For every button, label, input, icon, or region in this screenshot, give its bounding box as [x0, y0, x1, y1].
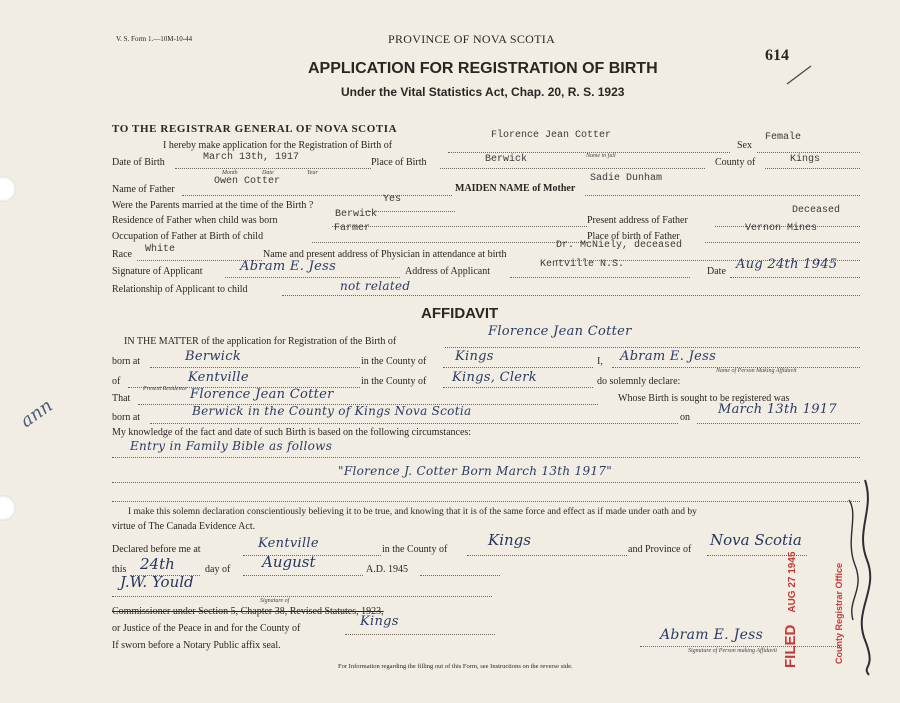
- registrar-line: TO THE REGISTRAR GENERAL OF NOVA SCOTIA: [112, 123, 398, 135]
- signature-label: Signature of Applicant: [112, 266, 203, 277]
- ad-label: A.D. 1945: [366, 564, 408, 575]
- name-hint: Name in full: [586, 153, 616, 159]
- born-at2-value: Berwick in the County of Kings Nova Scotia: [192, 404, 472, 418]
- present-label: Present address of Father: [587, 215, 688, 226]
- declared-label: Declared before me at: [112, 544, 201, 555]
- filed-stamp: [782, 552, 800, 669]
- ad-line: [420, 575, 500, 576]
- justice-line: [345, 634, 495, 635]
- sex-label: Sex: [737, 140, 752, 151]
- i-label: I,: [597, 356, 603, 367]
- of-county-label: in the County of: [361, 376, 427, 387]
- notary-label: If sworn before a Notary Public affix seal.: [112, 640, 281, 651]
- born-at-label: born at: [112, 356, 141, 367]
- occupation-value: Farmer: [334, 223, 371, 234]
- date-line: [730, 277, 860, 278]
- declare-label: do solemnly declare:: [597, 376, 681, 387]
- day-of-line: [243, 575, 363, 576]
- relationship-value: not related: [340, 279, 411, 293]
- father-birth-line: [705, 242, 860, 243]
- mother-value: Sadie Dunham: [590, 173, 663, 184]
- signature-line: [225, 277, 400, 278]
- residence-value: Berwick: [335, 209, 378, 220]
- margin-initials: ann: [16, 395, 57, 432]
- race-value: White: [145, 244, 176, 255]
- this-value: 24th: [140, 555, 175, 573]
- place-value: Berwick: [485, 154, 528, 165]
- province-label: and Province of: [628, 544, 692, 555]
- relationship-line: [282, 295, 860, 296]
- matter-line: [445, 347, 860, 348]
- that-value: Florence Jean Cotter: [190, 387, 334, 402]
- mother-line: [585, 195, 860, 196]
- married-line: [365, 211, 455, 212]
- commissioner-sig-line: [112, 596, 492, 597]
- father-birth-value: Vernon Mines: [745, 223, 818, 234]
- circumstance-line-1: [112, 457, 860, 458]
- address-label: Address of Applicant: [405, 266, 490, 277]
- born-county-value: Kings: [455, 349, 494, 364]
- father-line: [182, 195, 452, 196]
- matter-value: Florence Jean Cotter: [488, 324, 632, 339]
- form-code: V. S. Form 1.—10M-10-44: [116, 35, 193, 43]
- whose-label: Whose Birth is sought to be registered was: [618, 393, 790, 404]
- occupation-line: [312, 242, 587, 243]
- race-label: Race: [112, 249, 132, 260]
- county2-line: [467, 555, 627, 556]
- sex-value: Female: [765, 132, 802, 143]
- father-label: Name of Father: [112, 184, 175, 195]
- affiant-signature: Abram E. Jess: [660, 627, 764, 643]
- county2-label: in the County of: [382, 544, 448, 555]
- solemn-text-2: virtue of The Canada Evidence Act.: [112, 521, 256, 532]
- that-label: That: [112, 393, 131, 404]
- pencil-mark: [785, 62, 815, 88]
- physician-value: Dr. McNiely, deceased: [556, 240, 683, 251]
- day-of-value: August: [262, 553, 316, 571]
- relationship-label: Relationship of Applicant to child: [112, 284, 248, 295]
- document-number: 614: [765, 47, 789, 64]
- sex-line: [757, 152, 860, 153]
- form-subtitle: Under the Vital Statistics Act, Chap. 20, R. S. 1923: [341, 85, 625, 99]
- justice-value: Kings: [360, 614, 399, 629]
- solemn-text-1: I make this solemn declaration conscientiously believing it to be true, and knowing that it is of the same force and effect as if made under oath and by: [128, 507, 697, 517]
- registrar-scrawl: [835, 470, 885, 680]
- stamp-office: County Registrar Office: [834, 562, 844, 664]
- county-label: County of: [715, 157, 756, 168]
- residence-line: [332, 226, 587, 227]
- applicant-signature: Abram E. Jess: [240, 259, 337, 274]
- signature-of-hint: Signature of: [260, 598, 290, 604]
- occupation-label: Occupation of Father at Birth of child: [112, 231, 264, 242]
- commissioner-signature: J.W. Yould: [120, 573, 194, 591]
- of-county-line: [443, 387, 593, 388]
- born-at2-label: born at: [112, 412, 141, 423]
- province-heading: PROVINCE OF NOVA SCOTIA: [388, 32, 556, 46]
- born-at-line: [150, 367, 360, 368]
- county2-value: Kings: [488, 531, 531, 549]
- affiant-sig-line: [640, 646, 840, 647]
- month-hint: Month: [222, 170, 238, 176]
- in-county-label: in the County of: [361, 356, 427, 367]
- physician-label: Name and present address of Physician in attendance at birth: [263, 249, 507, 260]
- address-line: [510, 277, 690, 278]
- present-residence-hint: Present Residence: [143, 386, 187, 392]
- county-value: Kings: [790, 154, 821, 165]
- on-line: [697, 423, 860, 424]
- child-name-value: Florence Jean Cotter: [491, 130, 612, 141]
- stamp-date: AUG 27 1945: [787, 551, 798, 613]
- commissioner-label: Commissioner under Section 5, Chapter 38, Revised Statutes, 1923,: [112, 606, 384, 617]
- mother-label: MAIDEN NAME of Mother: [455, 183, 576, 194]
- footer-info: For Information regarding the filling out of this Form, see Instructions on the reverse side.: [338, 663, 573, 670]
- date-label: Date: [707, 266, 726, 277]
- born-county-line: [443, 367, 593, 368]
- intro-label: I hereby make application for the Registration of Birth of: [163, 140, 393, 151]
- on-value: March 13th 1917: [718, 402, 837, 417]
- present-value: Deceased: [792, 205, 841, 216]
- dob-line: [175, 168, 371, 169]
- dob-label: Date of Birth: [112, 157, 165, 168]
- year-hint: Year: [307, 170, 318, 176]
- circumstance-text-2: "Florence J. Cotter Born March 13th 1917": [338, 464, 613, 478]
- date-hint: Date: [262, 170, 274, 176]
- punch-hole-bottom: [0, 495, 16, 521]
- place-label: Place of Birth: [371, 157, 427, 168]
- affiant-name-value: Abram E. Jess: [620, 349, 717, 364]
- form-title: APPLICATION FOR REGISTRATION OF BIRTH: [308, 60, 658, 77]
- address-value: Kentville N.S.: [540, 259, 625, 270]
- application-date: Aug 24th 1945: [736, 257, 838, 272]
- born-at2-line: [150, 423, 678, 424]
- knowledge-label: My knowledge of the fact and date of such Birth is based on the following circumstances:: [112, 427, 472, 438]
- married-value: Yes: [383, 194, 402, 205]
- punch-hole-top: [0, 176, 16, 202]
- affiant-hint: Signature of Person making Affidavit: [688, 648, 777, 654]
- day-of-label: day of: [205, 564, 231, 575]
- father-value: Owen Cotter: [214, 176, 281, 187]
- affidavit-heading: AFFIDAVIT: [421, 305, 499, 322]
- this-label: this: [112, 564, 127, 575]
- born-at-value: Berwick: [185, 349, 242, 364]
- circumstance-line-2: [112, 482, 860, 483]
- stamp-filed: FILED: [782, 624, 799, 668]
- father-birth-label: Place of birth of Father: [587, 231, 680, 242]
- province-value: Nova Scotia: [710, 531, 802, 549]
- of-value: Kentville: [188, 370, 249, 385]
- married-label: Were the Parents married at the time of the Birth ?: [112, 200, 314, 211]
- of-label: of: [112, 376, 121, 387]
- dob-value: March 13th, 1917: [203, 152, 300, 163]
- matter-label: IN THE MATTER of the application for Registration of the Birth of: [124, 336, 397, 347]
- place-line: [440, 168, 705, 169]
- circumstance-line-3: [112, 501, 860, 502]
- of-county-value: Kings, Clerk: [452, 370, 537, 385]
- residence-label: Residence of Father when child was born: [112, 215, 278, 226]
- declared-value: Kentville: [258, 536, 319, 551]
- justice-label: or Justice of the Peace in and for the County of: [112, 623, 301, 634]
- county-line: [765, 168, 860, 169]
- on-label: on: [680, 412, 690, 423]
- circumstance-text-1: Entry in Family Bible as follows: [130, 439, 333, 453]
- person-hint: Name of Person Making Affidavit: [716, 368, 797, 374]
